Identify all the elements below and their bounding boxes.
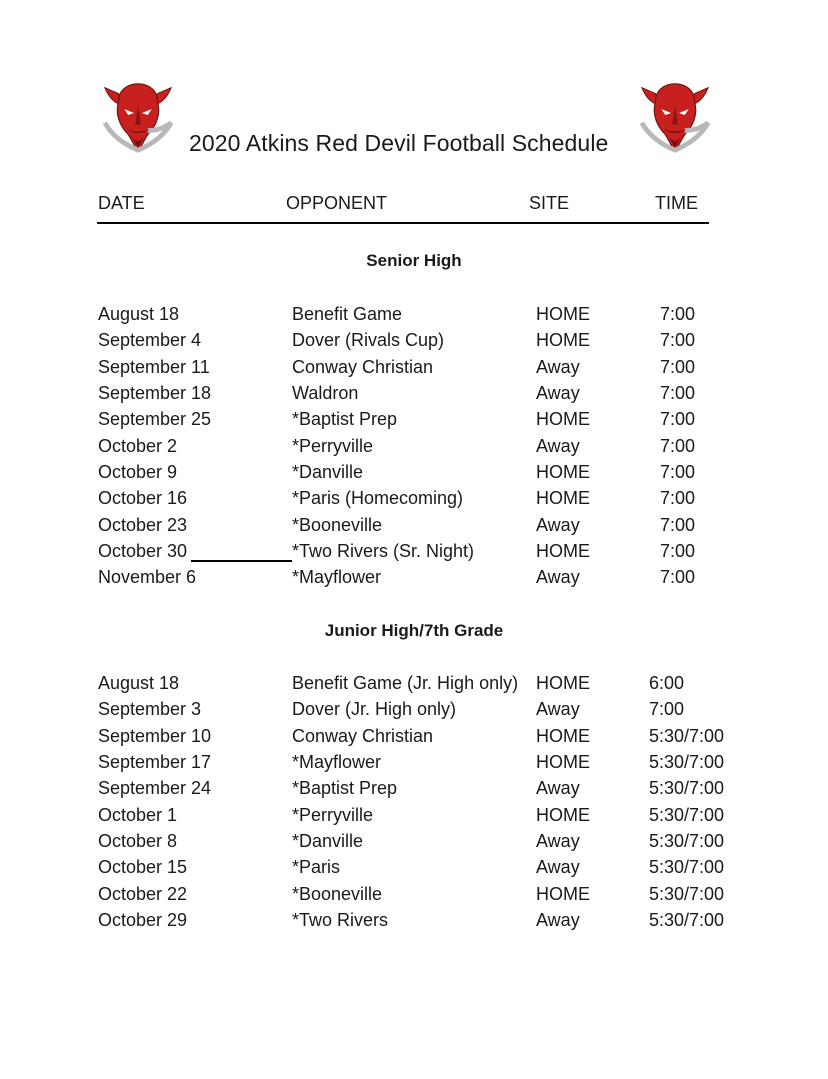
game-time: 7:00	[660, 462, 696, 483]
column-header-date: DATE	[98, 193, 145, 213]
game-opponent: Conway Christian	[292, 356, 434, 377]
game-date: September 18	[98, 383, 212, 404]
game-site: HOME	[536, 804, 590, 825]
game-date: October 2	[98, 435, 178, 456]
game-time: 7:00	[660, 383, 696, 404]
junior-high-heading: Junior High/7th Grade	[324, 621, 504, 640]
game-time: 5:30/7:00	[649, 778, 725, 799]
game-opponent: *Baptist Prep	[292, 409, 398, 430]
table-row	[0, 461, 828, 487]
game-time: 7:00	[660, 567, 696, 588]
table-row	[0, 329, 828, 355]
game-time: 7:00	[660, 435, 696, 456]
game-site: HOME	[536, 725, 590, 746]
game-opponent: *Perryville	[292, 804, 374, 825]
game-opponent: Benefit Game (Jr. High only)	[292, 673, 519, 693]
game-date: October 8	[98, 831, 178, 852]
game-site: HOME	[536, 409, 590, 430]
table-row	[0, 909, 828, 935]
table-row	[0, 725, 828, 751]
game-site: Away	[536, 356, 580, 377]
junior-high-schedule	[0, 672, 828, 935]
game-opponent: *Perryville	[292, 435, 374, 456]
table-row	[0, 356, 828, 382]
game-date: September 11	[98, 356, 210, 377]
table-row	[0, 303, 828, 329]
game-opponent: Waldron	[292, 383, 359, 404]
game-date: November 6	[98, 567, 197, 588]
game-opponent: *Mayflower	[292, 567, 382, 588]
header-divider	[97, 222, 709, 224]
table-row	[0, 672, 828, 698]
game-site: Away	[536, 435, 580, 456]
table-row	[0, 777, 828, 803]
game-time: 5:30/7:00	[649, 857, 725, 878]
game-opponent: *Booneville	[292, 883, 383, 904]
game-site: Away	[536, 514, 580, 535]
game-date: October 16	[98, 488, 188, 509]
page-title: 2020 Atkins Red Devil Football Schedule	[189, 130, 609, 156]
game-opponent: *Paris	[292, 857, 341, 878]
game-time: 7:00	[649, 699, 685, 720]
game-site: Away	[536, 699, 580, 720]
red-devil-mascot-icon	[105, 84, 171, 150]
game-time: 5:30/7:00	[649, 804, 725, 825]
game-site: HOME	[536, 330, 590, 351]
game-time: 7:00	[660, 409, 696, 430]
game-date: August 18	[98, 304, 180, 324]
game-date: September 10	[98, 725, 212, 746]
table-row	[0, 698, 828, 724]
game-opponent: Benefit Game	[292, 304, 403, 324]
game-time: 5:30/7:00	[649, 752, 725, 773]
game-date: October 9	[98, 462, 178, 483]
game-date: August 18	[98, 673, 180, 693]
column-header-site: SITE	[529, 193, 570, 213]
game-date: October 1	[98, 804, 178, 825]
game-opponent: *Two Rivers	[292, 910, 389, 931]
game-time: 7:00	[660, 488, 696, 509]
column-header-opponent: OPPONENT	[286, 193, 388, 213]
red-devil-mascot-icon	[642, 84, 708, 150]
game-opponent: *Danville	[292, 462, 364, 483]
table-row	[0, 751, 828, 777]
game-date: September 4	[98, 330, 202, 351]
game-date: October 22	[98, 883, 188, 904]
red-devil-logo-right	[636, 76, 714, 154]
game-time: 5:30/7:00	[649, 883, 725, 904]
game-site: HOME	[536, 304, 590, 324]
game-time: 6:00	[649, 673, 685, 693]
game-site: Away	[536, 857, 580, 878]
table-row	[0, 566, 828, 592]
table-row	[0, 408, 828, 434]
table-row	[0, 883, 828, 909]
game-site: Away	[536, 383, 580, 404]
game-opponent: *Baptist Prep	[292, 778, 398, 799]
game-date: September 25	[98, 409, 212, 430]
game-opponent: Conway Christian	[292, 725, 434, 746]
game-date: September 3	[98, 699, 202, 720]
game-date: October 30	[98, 541, 188, 562]
game-site: Away	[536, 910, 580, 931]
game-opponent: *Mayflower	[292, 752, 382, 773]
game-opponent: *Paris (Homecoming)	[292, 488, 464, 509]
table-row	[0, 804, 828, 830]
senior-high-heading: Senior High	[366, 251, 462, 270]
game-date: September 24	[98, 778, 212, 799]
game-opponent: *Booneville	[292, 514, 383, 535]
table-row	[0, 540, 828, 566]
game-time: 5:30/7:00	[649, 910, 725, 931]
game-opponent: Dover (Rivals Cup)	[292, 330, 445, 351]
game-opponent: *Two Rivers (Sr. Night)	[292, 541, 475, 562]
game-site: Away	[536, 831, 580, 852]
game-date: September 17	[98, 752, 212, 773]
game-site: HOME	[536, 883, 590, 904]
table-row	[0, 487, 828, 513]
game-time: 7:00	[660, 514, 696, 535]
game-site: HOME	[536, 462, 590, 483]
table-row	[0, 514, 828, 540]
game-site: HOME	[536, 752, 590, 773]
game-site: HOME	[536, 541, 590, 562]
game-date: October 29	[98, 910, 188, 931]
game-time: 7:00	[660, 541, 696, 562]
game-time: 7:00	[660, 356, 696, 377]
game-time: 7:00	[660, 304, 696, 324]
red-devil-logo-left	[99, 76, 177, 154]
game-date: October 15	[98, 857, 188, 878]
game-time: 5:30/7:00	[649, 831, 725, 852]
table-row	[0, 830, 828, 856]
game-date: October 23	[98, 514, 188, 535]
game-site: Away	[536, 778, 580, 799]
blank-underline	[191, 560, 292, 562]
senior-high-schedule	[0, 303, 828, 593]
game-time: 7:00	[660, 330, 696, 351]
game-opponent: *Danville	[292, 831, 364, 852]
game-opponent: Dover (Jr. High only)	[292, 699, 457, 720]
table-row	[0, 435, 828, 461]
column-header-time: TIME	[655, 193, 698, 213]
table-row	[0, 382, 828, 408]
game-time: 5:30/7:00	[649, 725, 725, 746]
game-site: HOME	[536, 673, 590, 693]
game-site: Away	[536, 567, 580, 588]
game-site: HOME	[536, 488, 590, 509]
table-row	[0, 856, 828, 882]
